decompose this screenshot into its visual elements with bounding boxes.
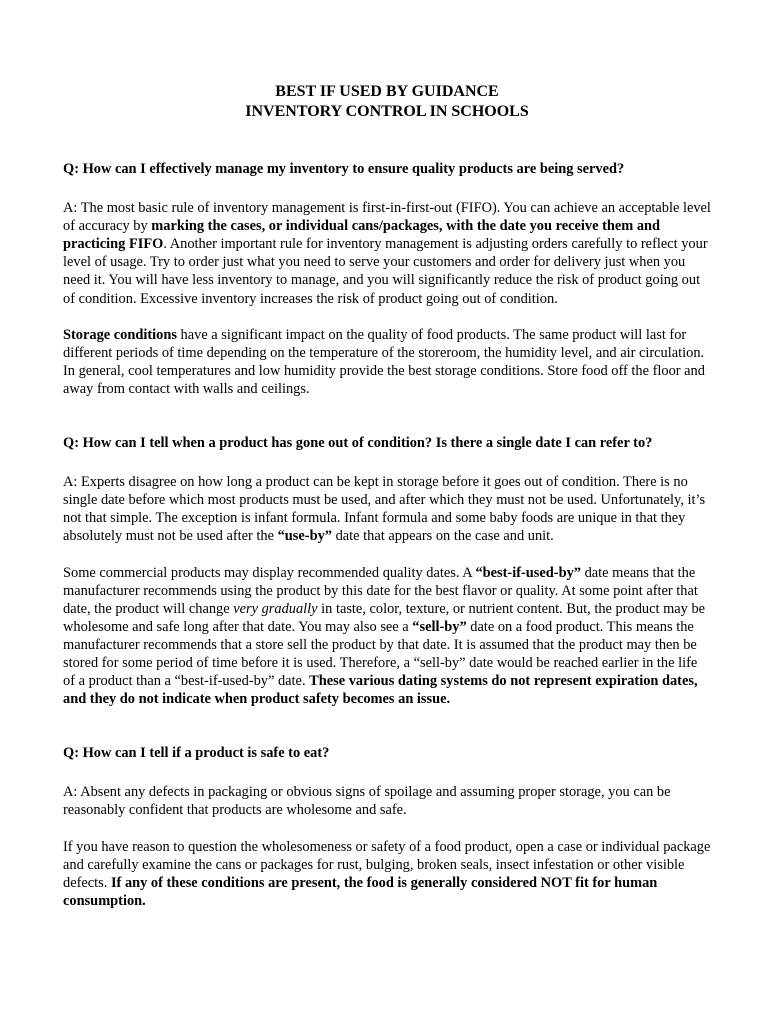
- dates-bold-end: These various dating systems do not represent expiration dates, and they do not indicate when product safety becomes an issue.: [63, 673, 698, 708]
- dates-mid-2: in taste, color, texture, or nutrient content. But, the product may be wholesome and safe long after that date. You may also see a: [63, 600, 706, 635]
- dates-italic: very gradually: [233, 600, 318, 617]
- answer-2-intro: A: Experts disagree on how long a product can be kept in storage before it goes out of condition. There is no single date before which most products must be used, and after which they must not be used. Unfortunately, it’s not that simple. The exception is infant formula. Infant formula and some baby foods are unique in that they absolutely must not be used after the: [63, 474, 706, 545]
- answer-1-bold: marking the cases, or individual cans/packages, with the date you receive them and practicing FIFO: [63, 218, 661, 253]
- answer-2-paragraph: [63, 473, 711, 545]
- answer-1-rest: . Another important rule for inventory management is adjusting orders carefully to reflect your level of usage. Try to order just what you need to serve your customers and order for delivery just when you need it. You will have less inventory to manage, and you will significantly reduce the risk of product going out of condition. Excessive inventory increases the risk of product going out of condition.: [63, 236, 708, 307]
- inspection-dot: .: [103, 874, 111, 891]
- dates-mid-3: date on a food product. This means the manufacturer recommends that a store sell the product by that date. It is assumed that the product may then be stored for some period of time before it is used. Therefore, a “sell-by” date would be reached earlier in the life of a product than a “best-if-used-by” date.: [63, 618, 698, 690]
- dates-sell-by: “sell-by”: [412, 618, 467, 635]
- answer-2-end: date that appears on the case and unit.: [331, 528, 554, 545]
- answer-3-paragraph: A: Absent any defects in packaging or obvious signs of spoilage and assuming proper storage, you can be reasonably confident that products are wholesome and safe.: [63, 784, 671, 819]
- answer-2-use-by: “use-by”: [277, 528, 332, 545]
- dates-best-if-used-by: “best-if-used-by”: [475, 564, 581, 581]
- answer-1-intro: A: The most basic rule of inventory management is first-in-first-out (FIFO). You can achieve an acceptable level of accuracy by: [63, 200, 711, 235]
- document-page: [63, 82, 711, 928]
- answer-1-paragraph: [63, 199, 711, 308]
- inspection-bold: If any of these conditions are present, the food is generally considered NOT fit for human consumption.: [63, 874, 658, 909]
- dates-intro: Some commercial products may display recommended quality dates. A: [63, 564, 476, 581]
- inspection-paragraph: [63, 838, 711, 910]
- inspection-text: If you have reason to question the wholesomeness or safety of a food product, open a case or individual package and carefully examine the cans or packages for rust, bulging, broken seals, insect infestation or other visible defects: [63, 838, 711, 891]
- storage-rest: have a significant impact on the quality of food products. The same product will last for different periods of time depending on the temperature of the storeroom, the humidity level, and air circulation. In general, cool temperatures and low humidity provide the best storage conditions. Store food off the floor and away from contact with walls and ceilings.: [63, 326, 705, 397]
- dates-mid-1: date means that the manufacturer recommends using the product by this date for the best flavor or quality. At some point after that date, the product will change: [63, 564, 698, 617]
- question-3: Q: How can I tell if a product is safe to eat?: [63, 745, 330, 762]
- question-2: Q: How can I tell when a product has gone out of condition? Is there a single date I can refer to?: [63, 435, 653, 452]
- dates-paragraph: [63, 564, 711, 709]
- storage-bold: Storage conditions: [63, 326, 177, 343]
- question-1: Q: How can I effectively manage my inventory to ensure quality products are being served?: [63, 161, 625, 177]
- title-line-1: BEST IF USED BY GUIDANCE: [275, 83, 499, 100]
- document-title: [63, 82, 711, 122]
- storage-paragraph: [63, 326, 711, 398]
- title-line-2: INVENTORY CONTROL IN SCHOOLS: [245, 103, 529, 120]
